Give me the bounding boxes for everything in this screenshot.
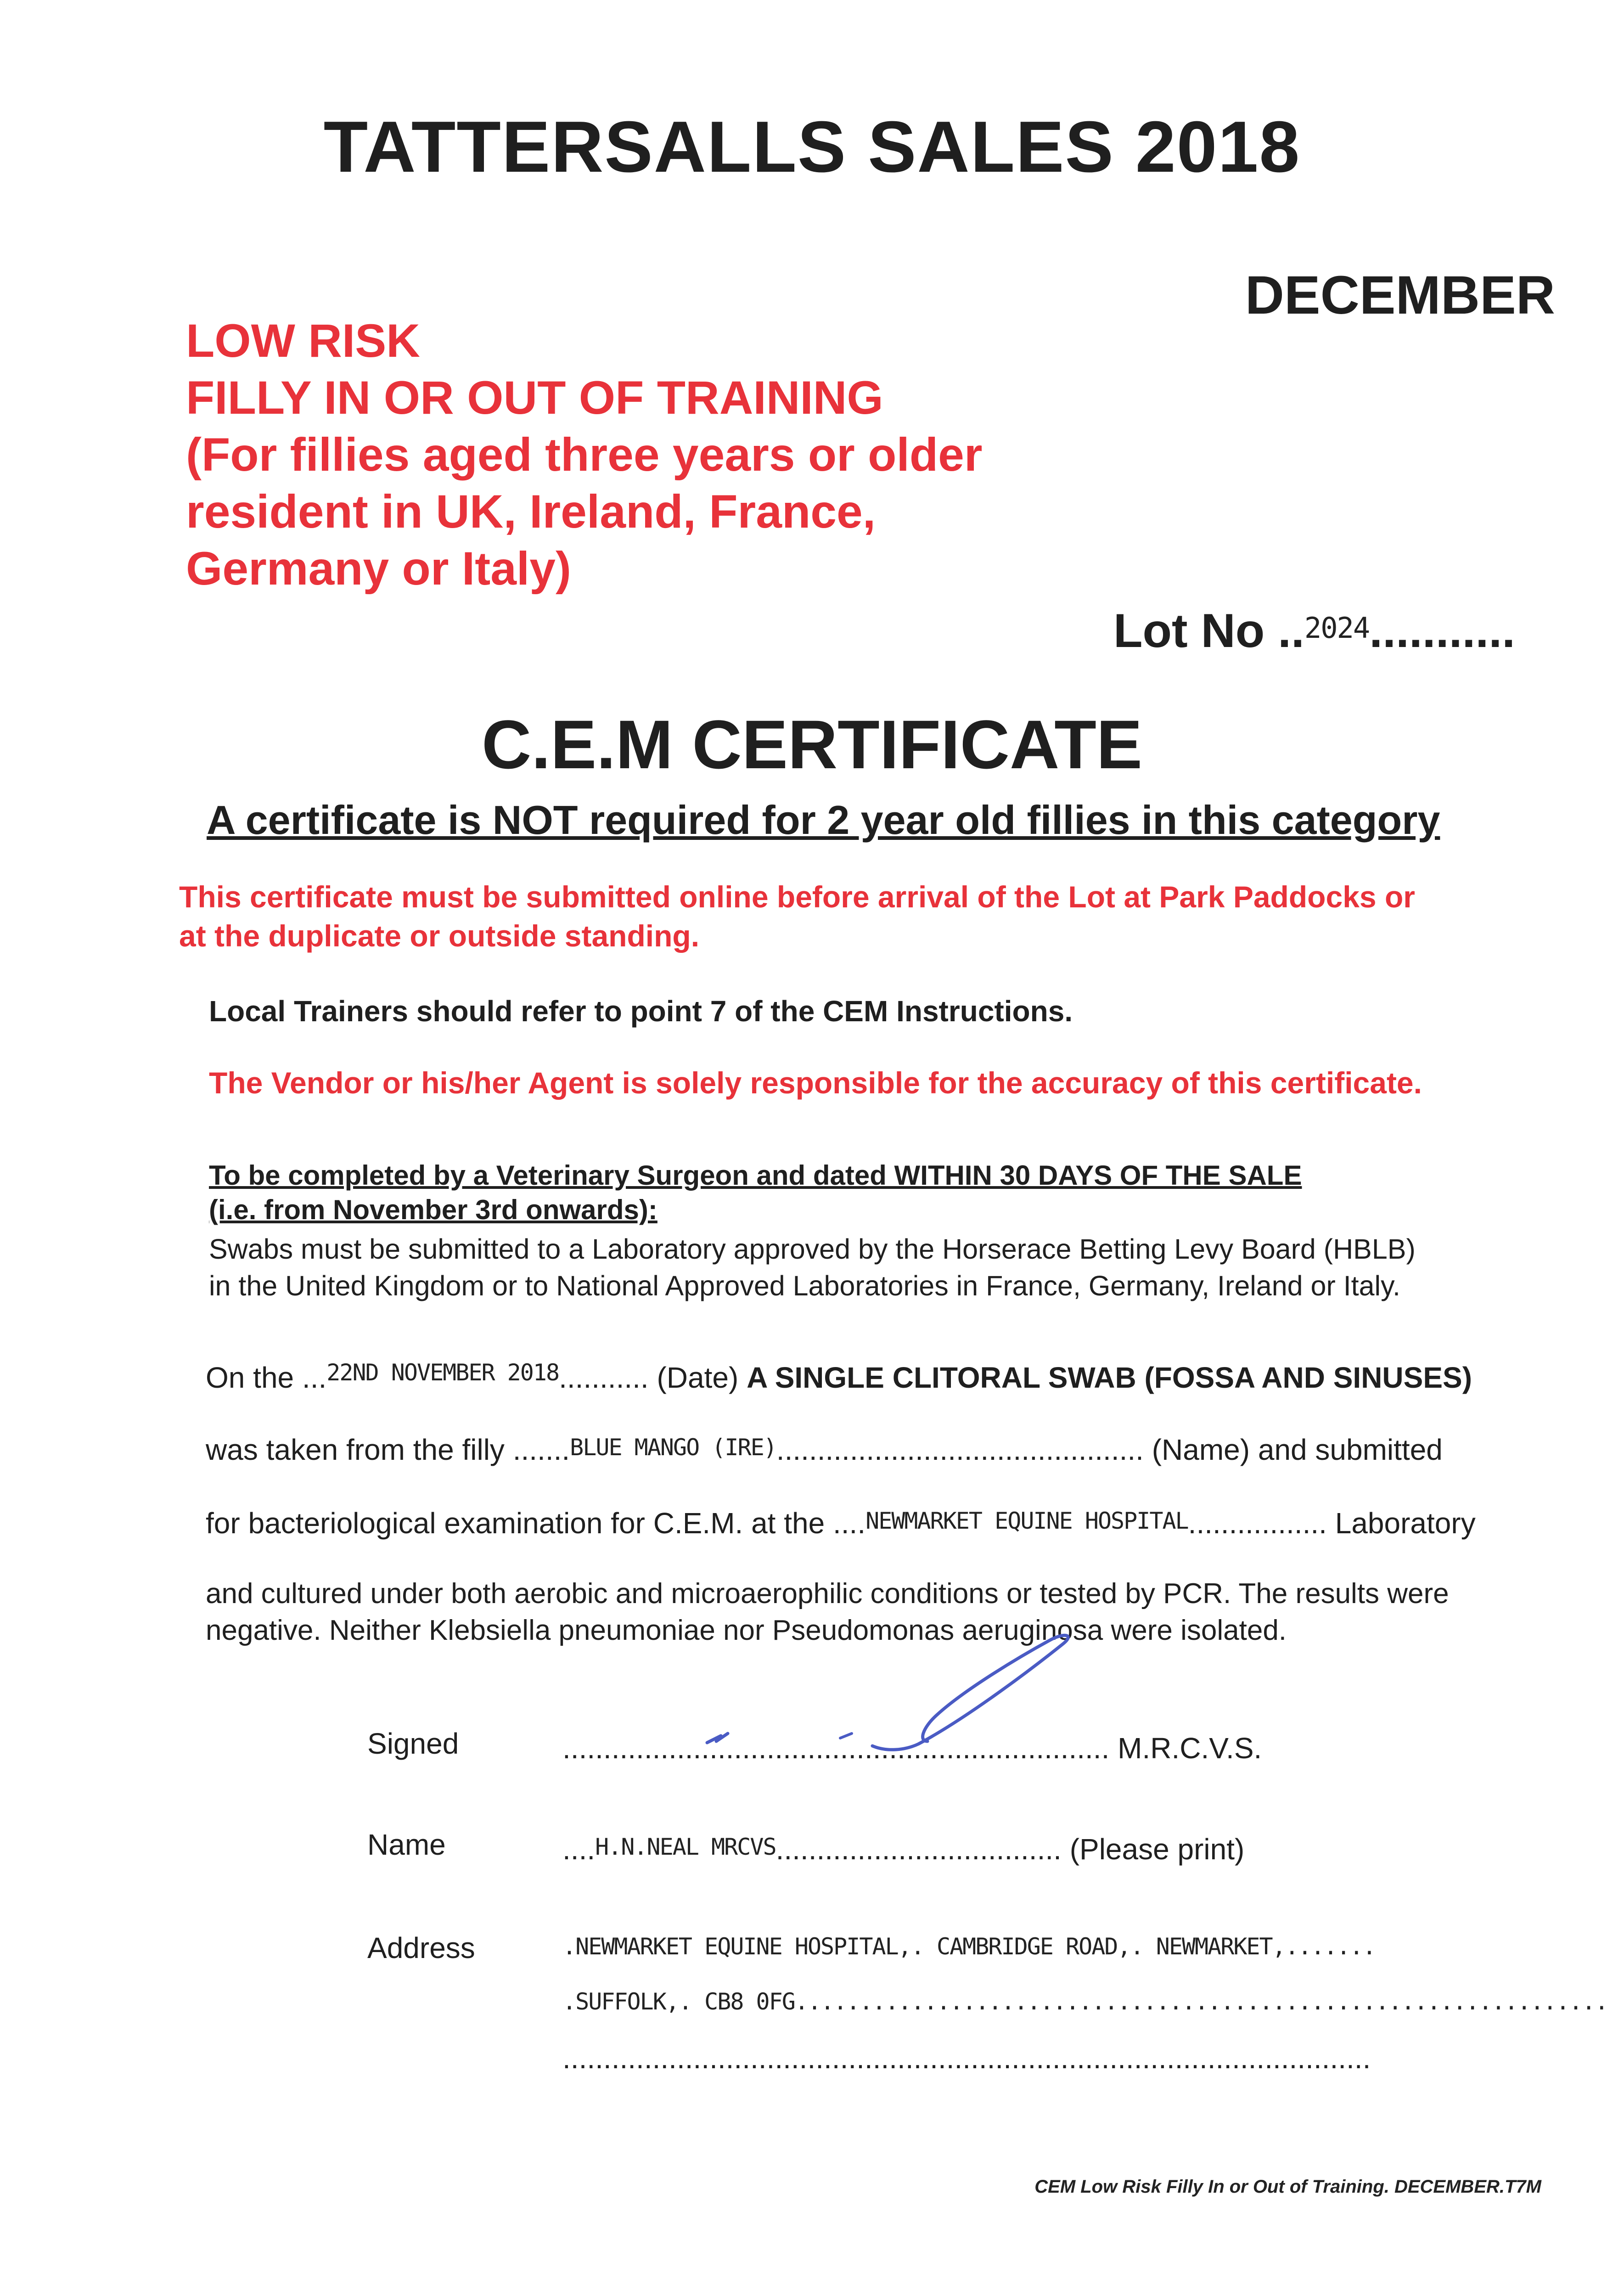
signature-scribble: [689, 1621, 1102, 1759]
mrcvs-suffix: M.R.C.V.S.: [1118, 1732, 1262, 1765]
instructions-heading-line-1: To be completed by a Veterinary Surgeon and dated WITHIN 30 DAYS OF THE SALE: [209, 1160, 1302, 1191]
filly-name-value: BLUE MANGO (IRE): [570, 1434, 776, 1461]
address-line-3: ...................................................................................................: [562, 2042, 1371, 2075]
signed-label: Signed: [367, 1727, 459, 1760]
cultured-line-1: and cultured under both aerobic and microaerophilic conditions or tested by PCR. The results were: [206, 1578, 1449, 1609]
swabs-line-1: Swabs must be submitted to a Laboratory approved by the Horserace Betting Levy Board (HBLB): [209, 1233, 1416, 1265]
laboratory-label: Laboratory: [1335, 1507, 1476, 1540]
taken-from-label: was taken from the filly .......: [206, 1433, 570, 1466]
laboratory-dots: .................: [1188, 1507, 1327, 1540]
document-reference: CEM Low Risk Filly In or Out of Training. DECEMBER.T7M: [1034, 2177, 1541, 2197]
date-value: 22ND NOVEMBER 2018: [326, 1359, 559, 1386]
category-line-1: LOW RISK: [186, 315, 420, 367]
print-name-prefix: ....: [562, 1833, 596, 1866]
swabs-line-2: in the United Kingdom or to National Approved Laboratories in France, Germany, Ireland or Italy.: [209, 1270, 1401, 1301]
laboratory-line: [206, 1506, 1476, 1540]
category-line-5: Germany or Italy): [186, 542, 571, 595]
signed-dots: ...................................................................: [562, 1732, 1110, 1765]
category-line-2: FILLY IN OR OUT OF TRAINING: [186, 371, 883, 424]
on-the-label: On the ...: [206, 1361, 327, 1394]
lot-dots: ...........: [1369, 604, 1516, 658]
swab-description: A SINGLE CLITORAL SWAB (FOSSA AND SINUSES): [747, 1361, 1472, 1394]
date-label: (Date): [657, 1361, 739, 1394]
category-line-4: resident in UK, Ireland, France,: [186, 485, 876, 538]
address-line-2: .SUFFOLK,. CB8 0FG...............................................................: [562, 1988, 1608, 2015]
lot-label: Lot No ..: [1113, 604, 1304, 658]
date-dots: ...........: [559, 1361, 649, 1394]
cultured-line-2: negative. Neither Klebsiella pneumoniae nor Pseudomonas aeruginosa were isolated.: [206, 1615, 1287, 1646]
lot-number: [1113, 604, 1515, 658]
print-name-dots: ...................................: [775, 1833, 1062, 1866]
sale-month: DECEMBER: [1245, 265, 1555, 326]
instructions-heading-line-2: (i.e. from November 3rd onwards):: [209, 1194, 657, 1225]
print-name-field: [562, 1832, 1244, 1866]
filly-name-dots: .............................................: [776, 1433, 1144, 1466]
submit-notice-line-2: at the duplicate or outside standing.: [179, 919, 700, 953]
name-label: Name: [367, 1828, 446, 1861]
local-trainers-note: Local Trainers should refer to point 7 of the CEM Instructions.: [209, 995, 1073, 1028]
not-required-notice: A certificate is NOT required for 2 year old fillies in this category: [207, 797, 1440, 843]
certificate-title: C.E.M CERTIFICATE: [482, 706, 1142, 783]
filly-name-label: (Name) and submitted: [1152, 1433, 1443, 1466]
sale-title: TATTERSALLS SALES 2018: [323, 107, 1301, 187]
date-line: [206, 1359, 1472, 1395]
exam-label: for bacteriological examination for C.E.M. at the ....: [206, 1507, 866, 1540]
print-name-value: H.N.NEAL MRCVS: [595, 1834, 776, 1860]
filly-name-line: [206, 1433, 1443, 1467]
address-line-1: .NEWMARKET EQUINE HOSPITAL,. CAMBRIDGE ROAD,. NEWMARKET,.......: [562, 1933, 1376, 1960]
please-print-label: (Please print): [1069, 1833, 1245, 1866]
vendor-notice: The Vendor or his/her Agent is solely responsible for the accuracy of this certificate.: [209, 1066, 1422, 1100]
lot-value: 2024: [1304, 611, 1370, 645]
category-line-3: (For fillies aged three years or older: [186, 428, 983, 481]
address-label: Address: [367, 1931, 475, 1964]
submit-notice-line-1: This certificate must be submitted online before arrival of the Lot at Park Paddocks or: [179, 880, 1415, 914]
laboratory-value: NEWMARKET EQUINE HOSPITAL: [865, 1508, 1188, 1534]
